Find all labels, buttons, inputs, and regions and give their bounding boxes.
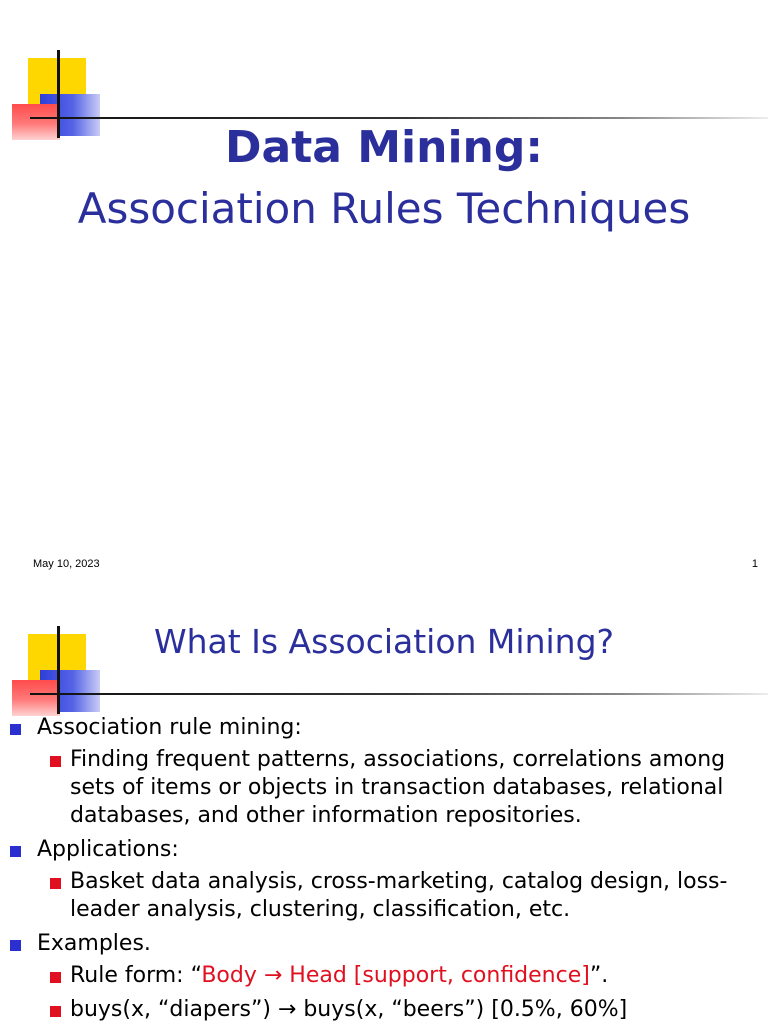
bullet-item: Applications: xyxy=(0,836,768,864)
sub-bullet-item: Finding frequent patterns, associations, correlations among sets of items or objects in transaction databases, relational databases, and other information repositories. xyxy=(0,746,768,830)
footer-date: May 10, 2023 xyxy=(33,558,100,570)
sub-bullet-item-rule-form xyxy=(0,962,768,990)
logo-red-square xyxy=(12,680,60,716)
page-number: 1 xyxy=(751,558,758,570)
rule-form-red: Body → Head [support, confidence] xyxy=(201,963,590,988)
slide-separator xyxy=(0,586,768,596)
bullet-item: Association rule mining: xyxy=(0,714,768,742)
sub-bullet-item: Basket data analysis, cross-marketing, catalog design, loss-leader analysis, clustering, classification, etc. xyxy=(0,868,768,924)
bullet-item: Examples. xyxy=(0,930,768,958)
rule-form-suffix: ”. xyxy=(589,963,609,988)
title-rule-line xyxy=(30,117,768,119)
bullet-list xyxy=(0,714,768,1024)
logo-vertical-line xyxy=(57,626,60,714)
slide-title: What Is Association Mining? xyxy=(153,622,615,661)
title-rule-line xyxy=(30,693,768,695)
rule-form-prefix: Rule form: “ xyxy=(70,963,202,988)
slide-subtitle: Association Rules Techniques xyxy=(77,184,691,233)
slide-title: Data Mining: xyxy=(225,122,543,173)
sub-bullet-item-example: buys(x, “diapers”) → buys(x, “beers”) [0.5%, 60%] xyxy=(0,996,768,1024)
slide-2 xyxy=(0,596,768,1024)
